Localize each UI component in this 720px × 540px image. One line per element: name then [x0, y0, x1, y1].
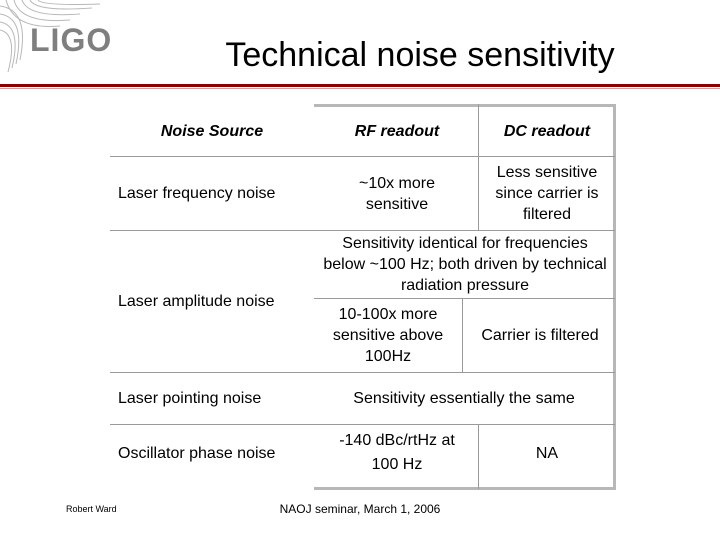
slide-title: Technical noise sensitivity — [225, 36, 615, 74]
title-rule-shadow — [0, 88, 720, 89]
row-source-frequency: Laser frequency noise — [118, 185, 276, 202]
header-dc-readout: DC readout — [503, 122, 591, 140]
title-rule — [0, 84, 720, 87]
row-dc-frequency: Less sensitive since carrier is filtered — [495, 164, 599, 223]
header-noise-source: Noise Source — [160, 122, 264, 140]
row-source-pointing: Laser pointing noise — [118, 390, 262, 407]
ligo-logo: LIGO — [30, 22, 113, 58]
header-rf-readout: RF readout — [354, 122, 440, 140]
row-shared-pointing: Sensitivity essentially the same — [353, 390, 575, 407]
row-dc-amplitude: Carrier is filtered — [481, 327, 599, 344]
grid-line — [478, 424, 479, 489]
grid-line — [478, 104, 479, 231]
grid-line — [462, 298, 463, 373]
row-dc-oscillator: NA — [535, 444, 559, 462]
row-rf-oscillator: -140 dBc/rtHz at 100 Hz — [339, 432, 455, 473]
footer-author: Robert Ward — [66, 504, 117, 514]
row-source-oscillator: Oscillator phase noise — [118, 444, 276, 462]
row-rf-amplitude: 10-100x more sensitive above 100Hz — [332, 306, 444, 365]
footer-event: NAOJ seminar, March 1, 2006 — [279, 502, 441, 516]
row-source-amplitude: Laser amplitude noise — [118, 293, 275, 310]
row-rf-frequency: ~10x more sensitive — [358, 174, 436, 213]
row-shared-amplitude: Sensitivity identical for frequencies below ~100 Hz; both driven by technical radiation pressure — [323, 235, 607, 294]
